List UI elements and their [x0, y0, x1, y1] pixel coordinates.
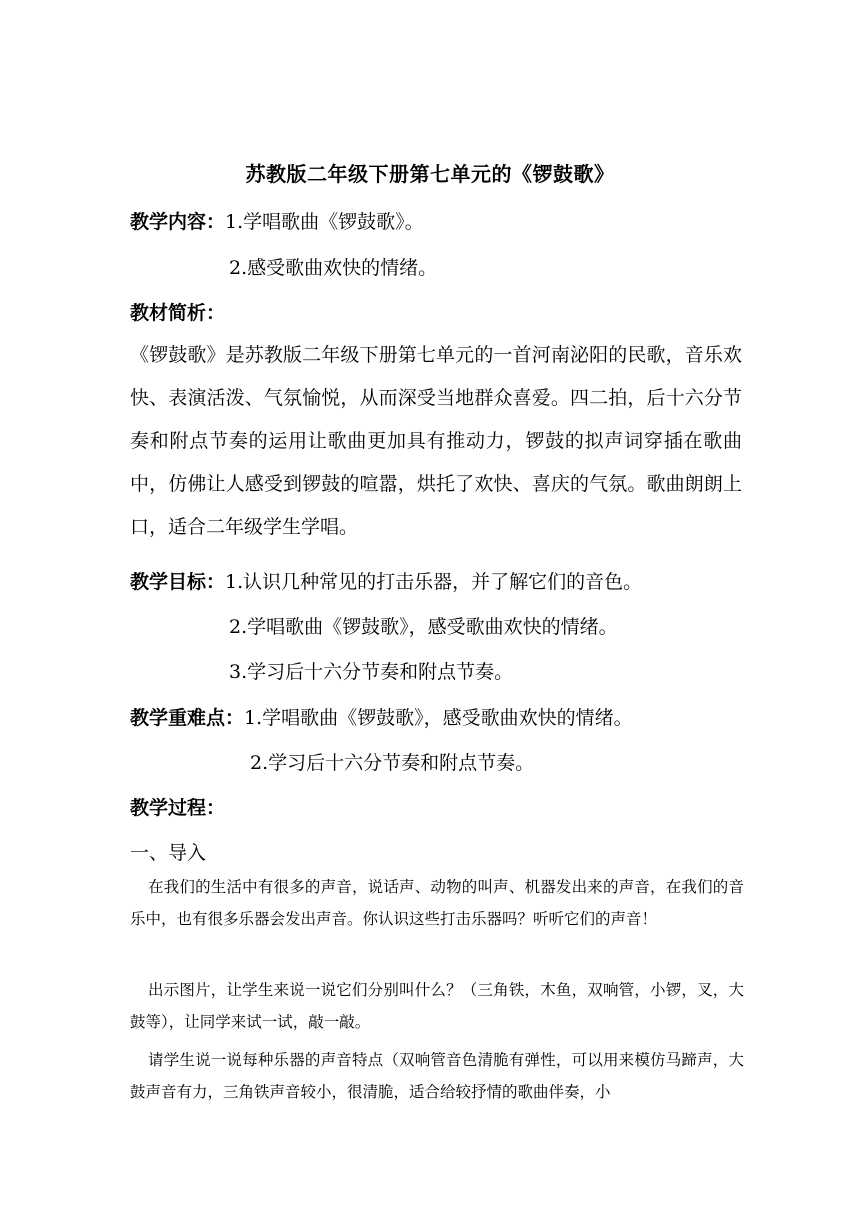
process-paragraph-2: 出示图片，让学生来说一说它们分别叫什么？（三角铁，木鱼，双响管，小锣，叉，大鼓等），让同学来试一试，敲一敲。	[130, 981, 744, 1031]
section-heading: 一、导入	[130, 842, 207, 864]
keypoints-item-1: 1.学唱歌曲《锣鼓歌》，感受歌曲欢快的情绪。	[244, 707, 633, 729]
keypoints-item-2: 2.学习后十六分节奏和附点节奏。	[250, 752, 535, 774]
analysis-label: 教材简析：	[130, 302, 226, 324]
goals-item-3: 3.学习后十六分节奏和附点节奏。	[229, 661, 514, 683]
keypoints-label: 教学重难点：	[130, 707, 245, 729]
content-item-2: 2.感受歌曲欢快的情绪。	[229, 257, 438, 279]
goals-item-2: 2.学唱歌曲《锣鼓歌》，感受歌曲欢快的情绪。	[229, 616, 618, 638]
goals-row	[130, 567, 740, 594]
goals-item-1: 1.认识几种常见的打击乐器，并了解它们的音色。	[225, 571, 643, 593]
goals-label: 教学目标：	[130, 571, 226, 593]
content-row	[130, 207, 740, 234]
keypoints-row	[130, 703, 740, 730]
content-item-1: 1.学唱歌曲《锣鼓歌》。	[225, 211, 424, 233]
process-paragraph-1: 在我们的生活中有很多的声音，说话声、动物的叫声、机器发出来的声音，在我们的音乐中，也有很多乐器会发出声音。你认识这些打击乐器吗？听听它们的声音！	[130, 878, 744, 928]
analysis-paragraph: 《锣鼓歌》是苏教版二年级下册第七单元的一首河南泌阳的民歌，音乐欢快、表演活泼、气氛愉悦，从而深受当地群众喜爱。四二拍，后十六分节奏和附点节奏的运用让歌曲更加具有推动力，锣鼓的拟声词穿插在歌曲中，仿佛让人感受到锣鼓的喧嚣，烘托了欢快、喜庆的气氛。歌曲朗朗上口，适合二年级学生学唱。	[130, 344, 742, 538]
process-label: 教学过程：	[130, 797, 226, 819]
process-paragraph-3: 请学生说一说每种乐器的声音特点（双响管音色清脆有弹性，可以用来模仿马蹄声，大鼓声音有力，三角铁声音较小，很清脆，适合给较抒情的歌曲伴奏，小	[130, 1051, 744, 1101]
content-label: 教学内容：	[130, 211, 226, 233]
document-title: 苏教版二年级下册第七单元的《锣鼓歌》	[245, 162, 615, 186]
